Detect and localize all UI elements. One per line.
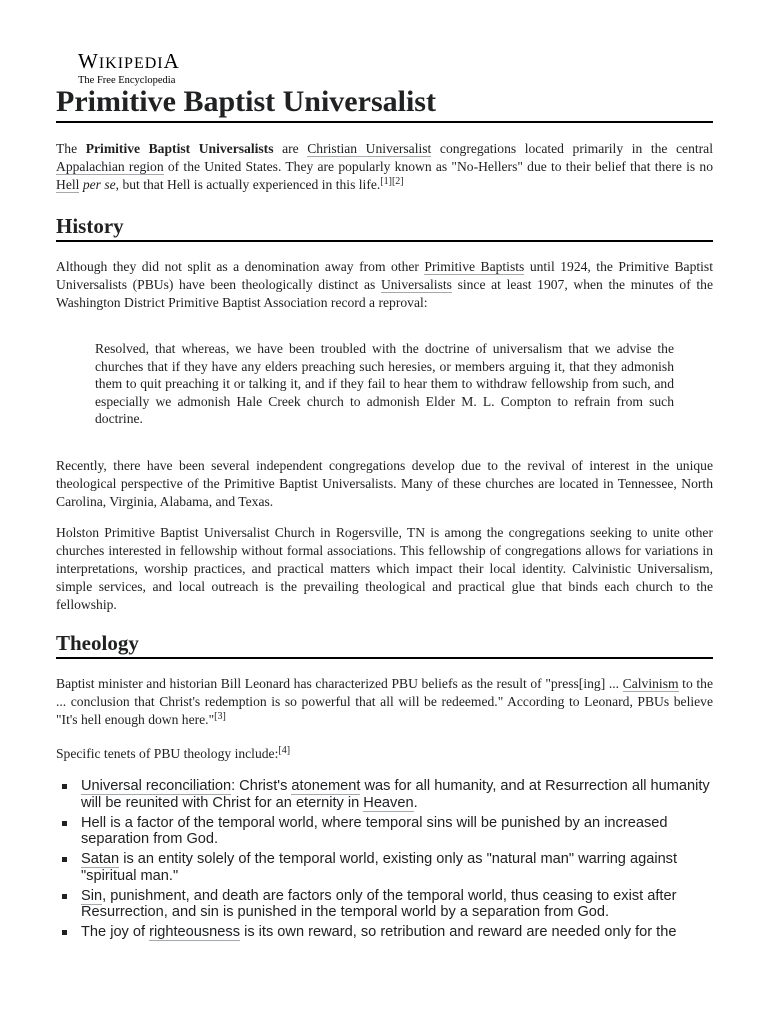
link-universal-reconciliation[interactable]: Universal reconciliation (81, 778, 232, 794)
logo-tagline: The Free Encyclopedia (78, 75, 176, 86)
tenet-text: : Christ's (231, 778, 292, 794)
intro-text: The (56, 141, 86, 156)
link-primitive-baptists[interactable]: Primitive Baptists (424, 259, 525, 274)
intro-text: , but that Hell is actually experienced in this life. (115, 177, 381, 192)
bullet-icon (62, 894, 67, 899)
list-item (56, 924, 713, 941)
tenet-text: , punishment, and death are factors only of the temporal world, thus ceasing to exist after Resurrection, and sin is punished in the temporal world by a separation from God. (81, 887, 677, 920)
intro-paragraph (56, 140, 713, 194)
link-sin[interactable]: Sin (81, 887, 103, 904)
theology-p2-wrap (56, 745, 713, 763)
bullet-icon (62, 821, 67, 826)
tenet-text: was for all humanity, and at Resurrection all humanity will be reunited with Christ for an eternity in (81, 778, 710, 811)
theology-heading-wrap (56, 629, 713, 659)
tenets-intro: Specific tenets of PBU theology include: (56, 746, 279, 761)
intro-text: congregations located primarily in the central (431, 141, 713, 156)
history-paragraph-1 (56, 258, 713, 312)
theology-text: to the ... conclusion that Christ's redemption is so powerful that all will be redeemed." According to Leonard, PBUs believe "It's hell enough down here." (56, 676, 713, 727)
history-paragraph-3: Holston Primitive Baptist Universalist Church in Rogersville, TN is among the congregations seeking to unite other churches interested in fellowship without formal associations. This fellowship of congregations allows for variations in interpretations, worship practices, and practical matters which impact their local identity. Calvinistic Universalism, simple services, and local outreach is the prevailing theological and practical glue that binds each church to the fellowship. (56, 525, 713, 612)
history-text: Although they did not split as a denomination away from other (56, 259, 425, 274)
wikipedia-logo[interactable] (78, 50, 180, 87)
tenet-text: is an entity solely of the temporal world, existing only as "natural man" warring against "spiritual man." (81, 851, 678, 884)
bullet-icon (62, 784, 67, 789)
reproval-quote: Resolved, that whereas, we have been troubled with the doctrine of universalism that we advise the churches that if they have any elders preaching such heresies, or members arguing it, that they admonish them to quit preaching it or talking it, and if they fail to hear them to withdraw fellowship from such, and especially we admonish Hale Creek church to admonish Elder M. L. Compton to refrain from such doctrine. (95, 341, 674, 426)
tenets-list-wrap (56, 778, 713, 944)
intro-bold-term: Primitive Baptist Universalists (85, 141, 274, 156)
intro-text: of the United States. They are popularly known as "No-Hellers" due to their belief that there is no (163, 159, 713, 174)
link-hell[interactable]: Hell (56, 177, 80, 192)
theology-text: Baptist minister and historian Bill Leonard has characterized PBU beliefs as the result of "press[ing] ... (56, 676, 623, 691)
theology-paragraph-2 (56, 745, 713, 763)
link-heaven[interactable]: Heaven (363, 794, 414, 811)
link-satan[interactable]: Satan (81, 851, 120, 867)
link-atonement[interactable]: atonement (291, 778, 361, 794)
history-paragraph-2: Recently, there have been several independent congregations develop due to the revival of interest in the unique theological perspective of the Primitive Baptist Universalists. Many of these churches are located in Tennessee, North Carolina, Virginia, Alabama, and Texas. (56, 458, 713, 509)
citation-refs[interactable]: [1][2] (380, 176, 404, 187)
bullet-icon (62, 857, 67, 862)
tenet-text: . (413, 794, 418, 811)
link-appalachian-region[interactable]: Appalachian region (56, 159, 164, 174)
list-item (56, 778, 713, 811)
logo-wordmark: WIKIPEDIA (78, 49, 180, 73)
link-christian-universalist[interactable]: Christian Universalist (307, 141, 432, 156)
link-righteousness[interactable]: righteousness (149, 924, 241, 940)
quote-wrap (56, 340, 713, 428)
history-p1-wrap (56, 258, 713, 312)
link-calvinism[interactable]: Calvinism (622, 676, 679, 691)
intro-italic: per se (82, 177, 116, 192)
bullet-icon (62, 930, 67, 935)
intro-text: are (273, 141, 308, 156)
section-heading-history: History (56, 212, 713, 242)
intro-section (56, 140, 713, 194)
citation-ref[interactable]: [4] (278, 745, 291, 756)
citation-ref[interactable]: [3] (214, 711, 226, 722)
list-item (56, 815, 713, 848)
tenet-text: The joy of (81, 924, 150, 940)
history-heading-wrap (56, 212, 713, 242)
history-p3-wrap (56, 524, 713, 614)
tenet-text: is its own reward, so retribution and reward are needed only for the (240, 924, 677, 940)
section-heading-theology: Theology (56, 629, 713, 659)
history-text: until 1924, the Primitive Baptist Universalists (PBUs) have been theologically distinct as (56, 259, 713, 292)
tenet-text: Hell is a factor of the temporal world, where temporal sins will be punished by an increased separation from God. (81, 814, 668, 847)
theology-p1-wrap (56, 675, 713, 729)
list-item (56, 851, 713, 884)
history-text: since at least 1907, when the minutes of the Washington District Primitive Baptist Association record a reproval: (56, 277, 713, 310)
list-item (56, 888, 713, 921)
history-p2-wrap (56, 457, 713, 511)
tenets-list (56, 778, 713, 941)
theology-paragraph-1 (56, 675, 713, 729)
page-title: Primitive Baptist Universalist (56, 83, 713, 123)
link-universalists[interactable]: Universalists (380, 277, 452, 292)
